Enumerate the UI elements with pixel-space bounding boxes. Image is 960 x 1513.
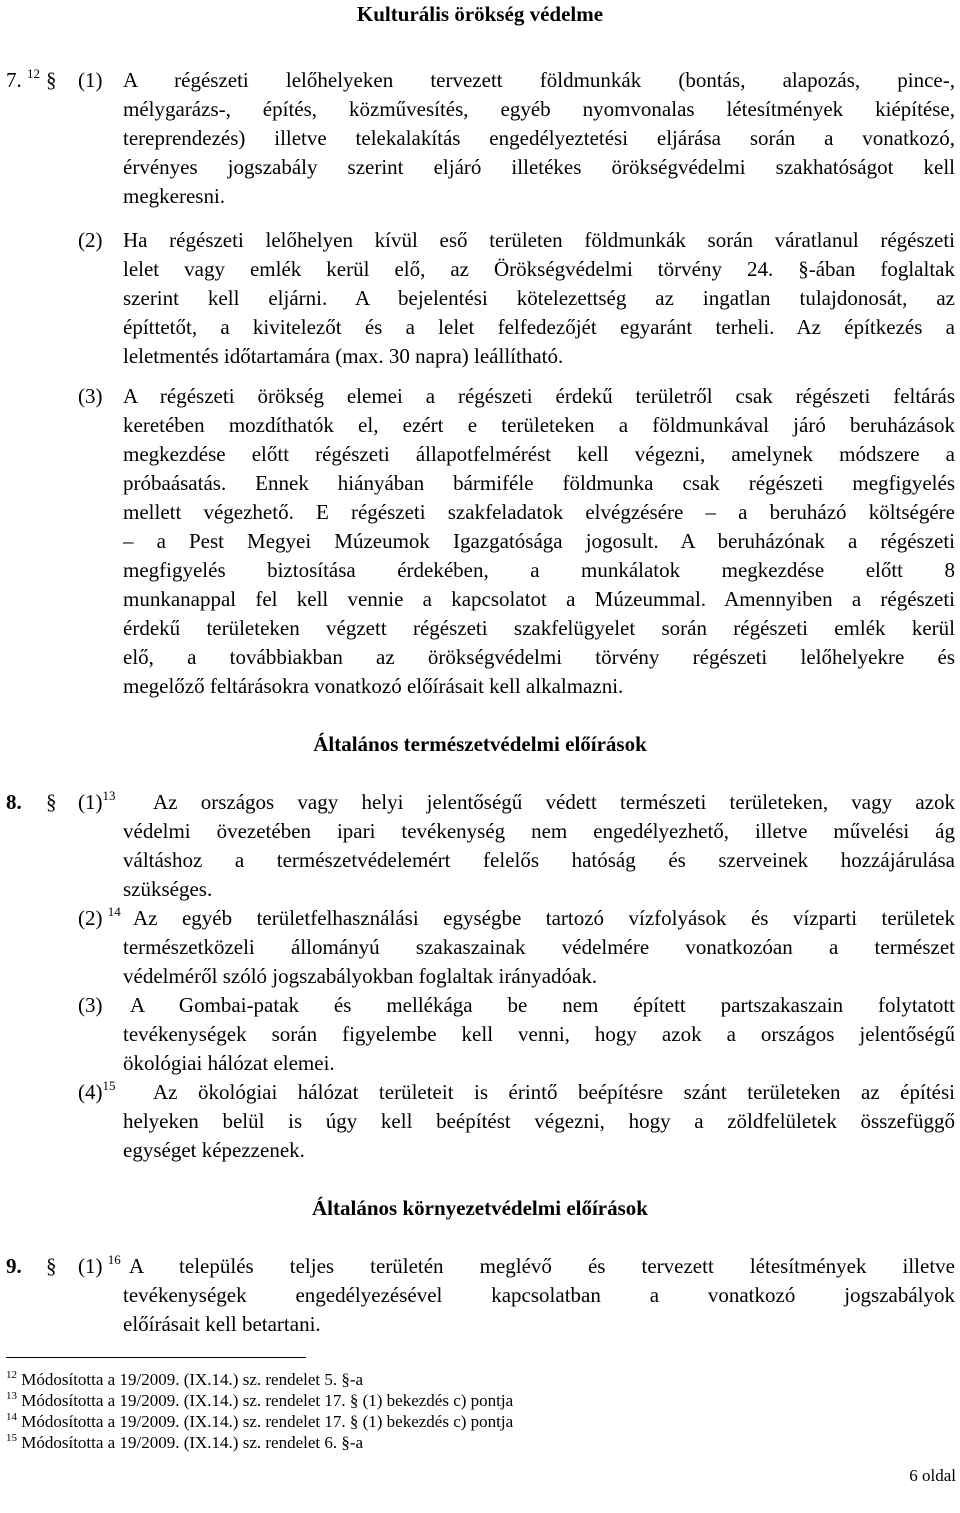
text-line: leletmentés időtartamára (max. 30 napra) leállítható.: [123, 344, 564, 368]
sec8-p2-label: (2) $^{14}$: [78, 904, 121, 930]
text-line: ökológiai hálózat elemei.: [123, 1051, 335, 1075]
text-line: váltáshoz a természetvédelemért felelős hatóság és szerveinek hozzájárulása: [123, 848, 955, 872]
sec7-p1-label: (1): [78, 68, 103, 92]
text-line: próbaásatás. Ennek hiányában bármiféle földmunka csak régészeti megfigyelés: [123, 471, 955, 495]
footnote-text: Módosította a 19/2009. (IX.14.) sz. rendelet 5. §-a: [21, 1370, 364, 1389]
footnote-number: 14: [6, 1411, 17, 1423]
text-line: Ha régészeti lelőhelyen kívül eső területen földmunkák során váratlanul régészeti: [123, 228, 955, 252]
footnote-text: Módosította a 19/2009. (IX.14.) sz. rendelet 17. § (1) bekezdés c) pontja: [21, 1412, 514, 1431]
text-line: megkezdése előtt régészeti állapotfelmérést kell végezni, amelynek módszere a: [123, 442, 955, 466]
text-line: A Gombai-patak és mellékága be nem épített partszakaszain folytatott: [130, 993, 955, 1017]
footnote-text: Módosította a 19/2009. (IX.14.) sz. rendelet 17. § (1) bekezdés c) pontja: [21, 1391, 514, 1410]
footnote-ref-15: 15: [102, 1078, 116, 1093]
sec7-p2-text: [123, 226, 955, 371]
text-line: tevékenységek során figyelembe kell venni, hogy azok a országos jelentőségű: [123, 1022, 955, 1046]
text-line: előírásait kell betartani.: [123, 1312, 321, 1336]
footnote-separator: [6, 1357, 306, 1358]
text-line: védelmi övezetében ipari tevékenység nem engedélyezhető, illetve művelési ág: [123, 819, 955, 843]
text-line: mélygarázs-, építés, közművesítés, egyéb nyomvonalas létesítmények kiépítése,: [123, 97, 955, 121]
section-9-number: 9.: [6, 1254, 22, 1278]
sec7-p1-text: [123, 66, 955, 211]
text-line: megfigyelés biztosítása érdekében, a munkálatok megkezdése előtt 8: [123, 558, 955, 582]
sec9-p1-label: (1) $^{16}$: [78, 1252, 121, 1278]
text-line: keretében mozdíthatók el, ezért e területeken a földmunkával járó beruházások: [123, 413, 955, 437]
footnote-ref-12: 12: [27, 66, 40, 81]
text-line: védelméről szóló jogszabályokban foglaltak irányadóak.: [123, 964, 598, 988]
section-9-sign: §: [46, 1254, 57, 1278]
footnote-number: 12: [6, 1369, 17, 1381]
text-line: Az egyéb területfelhasználási egységbe tartozó vízfolyások és vízparti területek: [133, 906, 955, 930]
sec8-p2-text: [123, 904, 955, 991]
text-line: lelet vagy emlék kerül elő, az Örökségvédelmi törvény 24. §-ában foglaltak: [123, 257, 955, 281]
text-line: Az országos vagy helyi jelentőségű védett természeti területeken, vagy azok: [153, 790, 955, 814]
sec8-p3-label: (3): [78, 993, 103, 1017]
sec8-p3-text: [123, 991, 955, 1078]
text-line: megelőző feltárásokra vonatkozó előírásait kell alkalmazni.: [123, 674, 624, 698]
sec7-p3-text: [123, 382, 955, 701]
text-line: szükséges.: [123, 877, 213, 901]
section-8-sign: §: [46, 790, 57, 814]
text-line: Az ökológiai hálózat területeit is érintő beépítésre szánt területeken az építési: [153, 1080, 955, 1104]
text-line: elő, a továbbiakban az örökségvédelmi törvény régészeti lelőhelyekre és: [123, 645, 955, 669]
section-7-sign: §: [46, 68, 57, 92]
footnote-ref-16: 16: [107, 1252, 121, 1267]
section-title: Kulturális örökség védelme: [356, 2, 604, 26]
footnote-text: Módosította a 19/2009. (IX.14.) sz. rendelet 6. §-a: [21, 1433, 364, 1452]
text-line: egységet képezzenek.: [123, 1138, 305, 1162]
footnote-item: [6, 1390, 906, 1411]
text-line: érvényes jogszabály szerint eljáró illetékes örökségvédelmi szakhatóságot kell: [123, 155, 955, 179]
footnote-item: [6, 1369, 906, 1390]
text-line: – a Pest Megyei Múzeumok Igazgatósága jogosult. A beruházónak a régészeti: [123, 529, 955, 553]
footnotes: [6, 1369, 906, 1453]
text-line: A régészeti örökség elemei a régészeti érdekű területről csak régészeti feltárás: [123, 384, 955, 408]
section-7-number: 7. $^{12}$: [6, 66, 40, 92]
text-line: érdekű területeken végzett régészeti szakfelügyelet során régészeti emlék kerül: [123, 616, 955, 640]
sec8-p1-label: $(1)^{13}$: [78, 788, 116, 814]
text-line: munkanappal fel kell vennie a kapcsolatot a Múzeummal. Amennyiben a régészeti: [123, 587, 955, 611]
sec7-p3-label: (3): [78, 384, 103, 408]
footnote-ref-14: 14: [107, 904, 121, 919]
footnote-item: [6, 1411, 906, 1432]
text-line: mellett végezhető. E régészeti szakfeladatok elvégzésére – a beruházó költségére: [123, 500, 955, 524]
sec8-p4-text: [123, 1078, 955, 1165]
text-line: A település teljes területén meglévő és tervezett létesítmények illetve: [129, 1254, 955, 1278]
text-line: szerint kell eljárni. A bejelentési kötelezettség az ingatlan tulajdonosát, az: [123, 286, 955, 310]
footnote-number: 15: [6, 1432, 17, 1444]
text-line: megkeresni.: [123, 184, 226, 208]
text-line: természetközeli állományú szakaszainak védelmére vonatkozóan a természet: [123, 935, 955, 959]
sec8-p1-text: [123, 788, 955, 904]
footnote-number: 13: [6, 1390, 17, 1402]
heading-environment-protection: Általános környezetvédelmi előírások: [312, 1196, 648, 1220]
text-line: tevékenységek engedélyezésével kapcsolatban a vonatkozó jogszabályok: [123, 1283, 955, 1307]
text-line: A régészeti lelőhelyeken tervezett földmunkák (bontás, alapozás, pince-,: [123, 68, 955, 92]
sec7-p2-label: (2): [78, 228, 103, 252]
heading-nature-protection: Általános természetvédelmi előírások: [313, 732, 647, 756]
text-line: építtetőt, a kivitelezőt és a lelet felfedezőjét egyaránt terheli. Az építkezés a: [123, 315, 955, 339]
section-8-number: 8.: [6, 790, 22, 814]
footnote-ref-13: 13: [102, 788, 116, 803]
sec8-p4-label: $(4)^{15}$: [78, 1078, 116, 1104]
footnote-item: [6, 1432, 906, 1453]
text-line: tereprendezés) illetve telekalakítás engedélyeztetési eljárása során a vonatkozó,: [123, 126, 955, 150]
sec9-p1-text: [123, 1252, 955, 1339]
text-line: helyeken belül is úgy kell beépítést végezni, hogy a zöldfelületek összefüggő: [123, 1109, 955, 1133]
page-number: 6 oldal: [909, 1466, 956, 1485]
